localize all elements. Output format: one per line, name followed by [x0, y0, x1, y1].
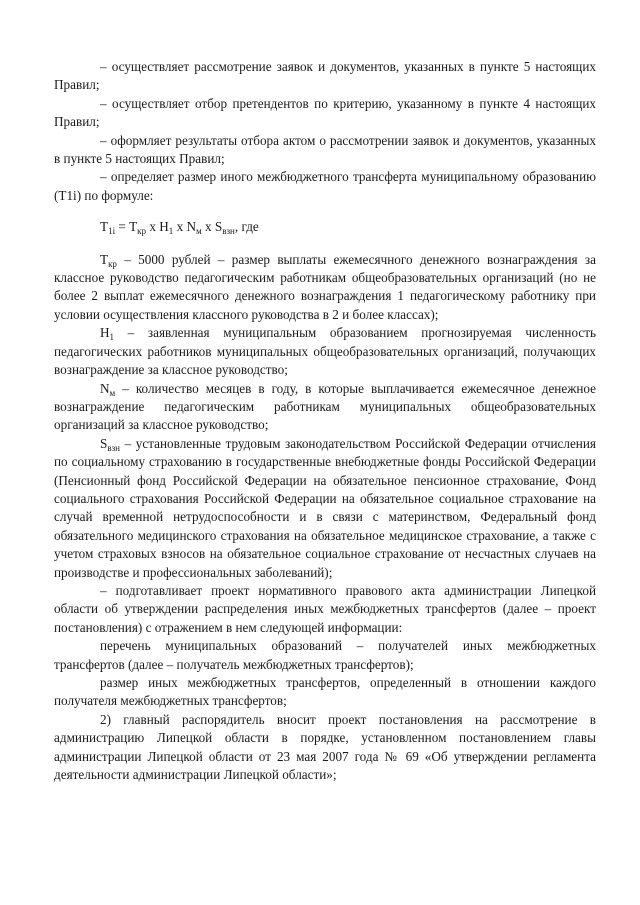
- paragraph: – определяет размер иного межбюджетного трансферта муниципальному образованию (Т1i) по формуле:: [54, 169, 596, 203]
- formula: $Т_{1i} = Т_{кр}$ х $Н_1$ х $N_м$ х $S_{взн}$, где: [100, 219, 259, 237]
- definition-tkr: $Т_{кр} - 5000$ рублей – размер выплаты ежемесячного денежного вознаграждения за классное руководство педагогическим работникам общеобразовательных организаций (но не более 2 выплат ежемесячного денежного вознаграждения 1 педагогическому работнику при условии осуществления классного руководства в 2 и более классах);: [54, 251, 596, 322]
- paragraph: 2) главный распорядитель вносит проект постановления на рассмотрение в администрацию Липецкой области в порядке, установленном постановлением главы администрации Липецкой области от 23 мая 2007 года № 69 «Об утверждении регламента деятельности администрации Липецкой области»;: [54, 711, 596, 783]
- paragraph: – подготавливает проект нормативного правового акта администрации Липецкой области об утверждении распределения иных межбюджетных трансфертов (далее – проект постановления) с отражением в нем следующей информации:: [54, 582, 596, 635]
- paragraph: – осуществляет отбор претендентов по критерию, указанному в пункте 4 настоящих Правил;: [54, 95, 596, 130]
- paragraph: – осуществляет рассмотрение заявок и документов, указанных в пункте 5 настоящих Правил;: [54, 59, 596, 93]
- definition-svzn: $S_{взн}$ – установленные трудовым законодательством Российской Федерации отчисления по социальному страхованию в государственные внебюджетные фонды Российской Федерации (Пенсионный фонд Российской Федерации на обязательное пенсионное страхование, Фонд социального страхования Российской Федерации на обязательное социальное страхование на случай временной нетрудоспособности и в связи с материнством, Федеральный фонд обязательного медицинского страхования на обязательное медицинское страхование, а также с учетом страховых взносов на обязательное социальное страхование от несчастных случаев на производстве и профессиональных заболеваний);: [54, 435, 596, 580]
- definition-nm: $N_м$ – количество месяцев в году, в которые выплачивается ежемесячное денежное вознаграждение педагогическим работникам муниципальных общеобразовательных организаций за классное руководство;: [54, 380, 596, 433]
- paragraph: – оформляет результаты отбора актом о рассмотрении заявок и документов, указанных в пункте 5 настоящих Правил;: [54, 132, 596, 167]
- paragraph: размер иных межбюджетных трансфертов, определенный в отношении каждого получателя межбюджетных трансфертов;: [54, 675, 596, 709]
- definition-n1: $Н_1$ – заявленная муниципальным образованием прогнозируемая численность педагогических работников муниципальных общеобразовательных организаций, получающих вознаграждение за классное руководство;: [54, 325, 596, 378]
- paragraph: перечень муниципальных образований – получателей иных межбюджетных трансфертов (далее – получатель межбюджетных трансфертов);: [54, 638, 596, 672]
- document-page: [54, 58, 596, 784]
